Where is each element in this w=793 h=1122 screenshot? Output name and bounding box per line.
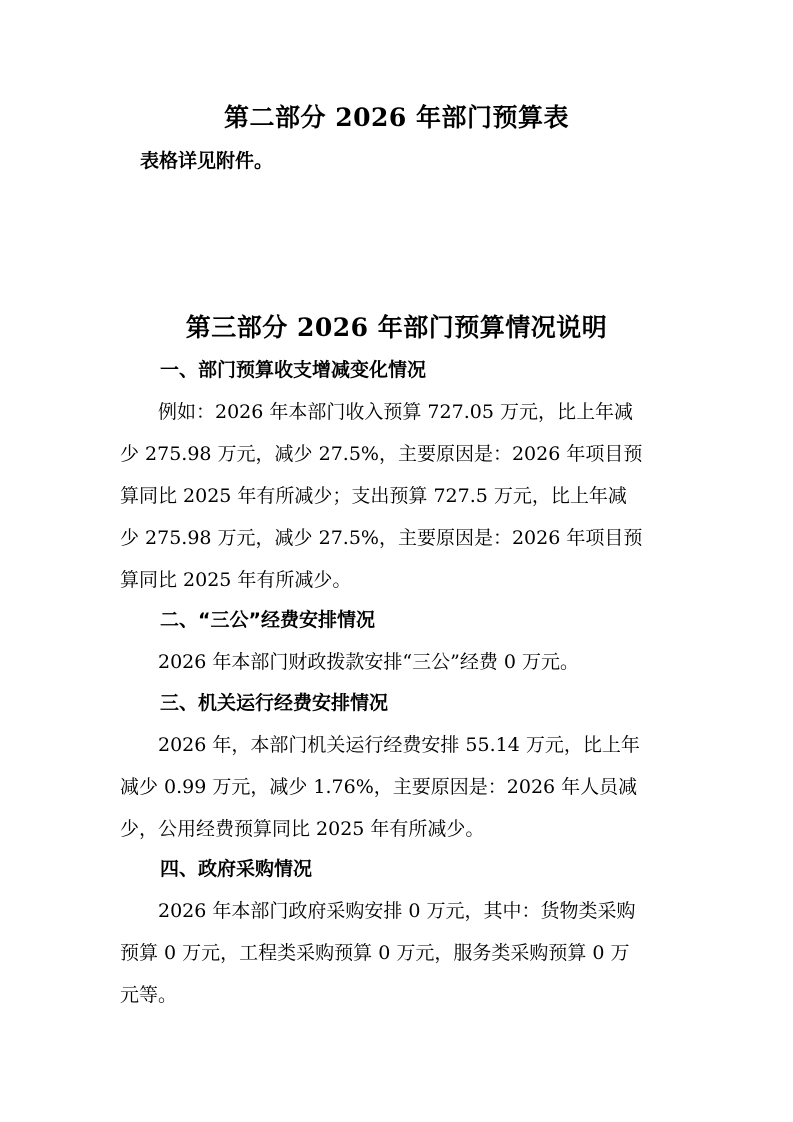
section-1-line-2: 少 275.98 万元，减少 27.5%，主要原因是：2026 年项目预 bbox=[120, 443, 643, 465]
section-3-heading: 三、机关运行经费安排情况 bbox=[160, 692, 389, 714]
section-2-line-1: 2026 年本部门财政拨款安排“三公”经费 0 万元。 bbox=[120, 651, 579, 673]
section-1-line-5: 算同比 2025 年有所减少。 bbox=[120, 569, 352, 591]
section-4-line-2: 预算 0 万元，工程类采购预算 0 万元，服务类采购预算 0 万 bbox=[120, 942, 630, 964]
section-4-line-1: 2026 年本部门政府采购安排 0 万元，其中：货物类采购 bbox=[120, 900, 636, 922]
section-4-line-3: 元等。 bbox=[120, 984, 178, 1006]
section-4-heading: 四、政府采购情况 bbox=[160, 858, 313, 880]
section-3-line-1: 2026 年，本部门机关运行经费安排 55.14 万元，比上年 bbox=[120, 734, 640, 756]
section-2-heading: 二、“三公”经费安排情况 bbox=[160, 609, 375, 631]
section-1-line-3: 算同比 2025 年有所减少；支出预算 727.5 万元，比上年减 bbox=[120, 485, 627, 507]
section-1-line-1: 例如：2026 年本部门收入预算 727.05 万元，比上年减 bbox=[120, 401, 633, 423]
part2-title: 第二部分 2026 年部门预算表 bbox=[224, 103, 569, 132]
section-1-line-4: 少 275.98 万元，减少 27.5%，主要原因是：2026 年项目预 bbox=[120, 527, 643, 549]
part2-note: 表格详见附件。 bbox=[140, 150, 274, 172]
section-3-line-3: 少，公用经费预算同比 2025 年有所减少。 bbox=[120, 818, 485, 840]
section-3-line-2: 减少 0.99 万元，减少 1.76%，主要原因是：2026 年人员减 bbox=[120, 776, 638, 798]
section-1-heading: 一、部门预算收支增减变化情况 bbox=[160, 359, 427, 381]
part3-title: 第三部分 2026 年部门预算情况说明 bbox=[185, 313, 608, 342]
